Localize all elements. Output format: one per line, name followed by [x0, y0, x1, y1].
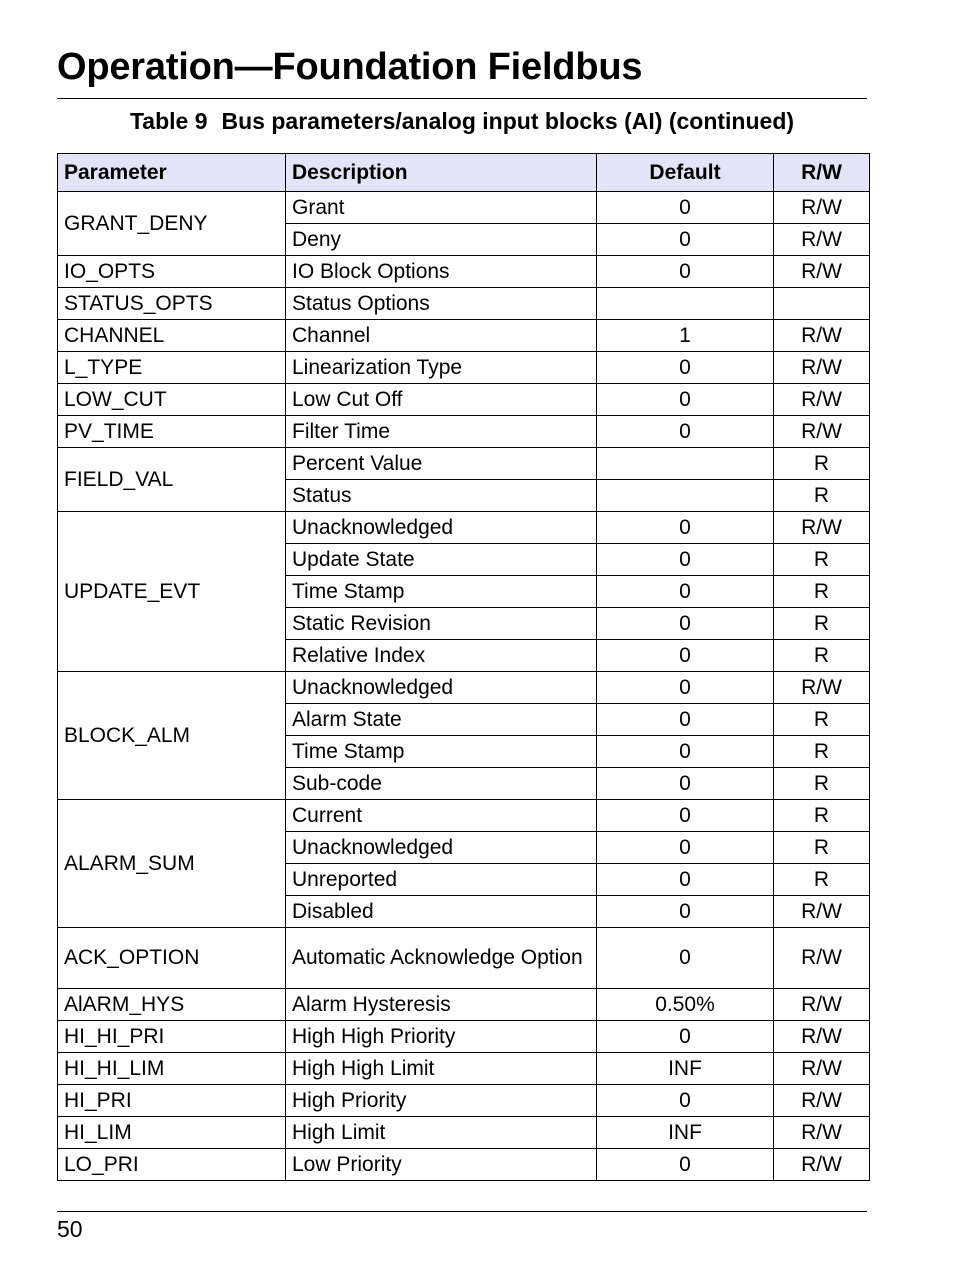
parameter-cell: HI_HI_LIM [58, 1053, 286, 1085]
description-cell: Filter Time [286, 416, 597, 448]
rw-cell: R/W [774, 384, 870, 416]
parameter-cell: ALARM_SUM [58, 800, 286, 928]
default-cell: 0 [597, 768, 774, 800]
title-divider [57, 98, 867, 99]
parameter-cell: LOW_CUT [58, 384, 286, 416]
rw-cell: R/W [774, 352, 870, 384]
table-row [58, 1149, 870, 1181]
table-row [58, 672, 870, 704]
rw-cell: R [774, 800, 870, 832]
rw-cell: R [774, 640, 870, 672]
default-cell: INF [597, 1117, 774, 1149]
rw-cell: R [774, 608, 870, 640]
table-row [58, 192, 870, 224]
rw-cell: R/W [774, 224, 870, 256]
table-caption [57, 108, 867, 135]
parameters-table [57, 153, 870, 1181]
description-cell: Channel [286, 320, 597, 352]
parameter-cell: STATUS_OPTS [58, 288, 286, 320]
rw-cell: R/W [774, 989, 870, 1021]
rw-cell: R/W [774, 896, 870, 928]
default-cell: 0 [597, 928, 774, 989]
column-header-rw: R/W [774, 154, 870, 192]
default-cell: 0 [597, 512, 774, 544]
table-row [58, 288, 870, 320]
table-row [58, 1021, 870, 1053]
table-row [58, 416, 870, 448]
page-number: 50 [57, 1216, 83, 1242]
column-header-description: Description [286, 154, 597, 192]
table-body [58, 192, 870, 1181]
table-row [58, 989, 870, 1021]
default-cell: 0 [597, 352, 774, 384]
description-cell: Unacknowledged [286, 512, 597, 544]
description-cell: IO Block Options [286, 256, 597, 288]
rw-cell: R/W [774, 256, 870, 288]
rw-cell: R/W [774, 416, 870, 448]
table-row [58, 352, 870, 384]
rw-cell: R [774, 704, 870, 736]
default-cell: 0 [597, 672, 774, 704]
parameter-cell: HI_HI_PRI [58, 1021, 286, 1053]
rw-cell: R/W [774, 672, 870, 704]
table-row [58, 448, 870, 480]
default-cell: 0 [597, 384, 774, 416]
table-header-row [58, 154, 870, 192]
parameter-cell: BLOCK_ALM [58, 672, 286, 800]
table-row [58, 256, 870, 288]
default-cell: 0 [597, 640, 774, 672]
description-cell: Disabled [286, 896, 597, 928]
description-cell: Time Stamp [286, 736, 597, 768]
description-cell: Linearization Type [286, 352, 597, 384]
default-cell [597, 288, 774, 320]
default-cell: 0 [597, 416, 774, 448]
default-cell: 0 [597, 544, 774, 576]
rw-cell: R/W [774, 192, 870, 224]
table-row [58, 384, 870, 416]
default-cell: 0 [597, 1085, 774, 1117]
default-cell: 0 [597, 608, 774, 640]
default-cell: 0 [597, 832, 774, 864]
description-cell: Automatic Acknowledge Option [286, 928, 597, 989]
rw-cell: R/W [774, 320, 870, 352]
parameter-cell: UPDATE_EVT [58, 512, 286, 672]
rw-cell: R [774, 576, 870, 608]
rw-cell: R/W [774, 928, 870, 989]
description-cell: Update State [286, 544, 597, 576]
rw-cell: R/W [774, 1117, 870, 1149]
rw-cell: R [774, 832, 870, 864]
description-cell: Status [286, 480, 597, 512]
description-cell: High Priority [286, 1085, 597, 1117]
table-row [58, 1053, 870, 1085]
description-cell: Alarm Hysteresis [286, 989, 597, 1021]
description-cell: Status Options [286, 288, 597, 320]
rw-cell: R [774, 480, 870, 512]
parameter-cell: FIELD_VAL [58, 448, 286, 512]
table-row [58, 320, 870, 352]
default-cell: 0 [597, 224, 774, 256]
rw-cell: R [774, 736, 870, 768]
parameter-cell: GRANT_DENY [58, 192, 286, 256]
description-cell: Current [286, 800, 597, 832]
default-cell [597, 448, 774, 480]
table-caption-text: Bus parameters/analog input blocks (AI) (continued) [221, 108, 795, 134]
rw-cell [774, 288, 870, 320]
rw-cell: R/W [774, 1053, 870, 1085]
default-cell: 0 [597, 576, 774, 608]
table-row [58, 1085, 870, 1117]
description-cell: High High Limit [286, 1053, 597, 1085]
rw-cell: R/W [774, 1149, 870, 1181]
description-cell: Unacknowledged [286, 672, 597, 704]
description-cell: Grant [286, 192, 597, 224]
page-title: Operation—Foundation Fieldbus [57, 46, 643, 88]
description-cell: High High Priority [286, 1021, 597, 1053]
default-cell: 0 [597, 896, 774, 928]
description-cell: Deny [286, 224, 597, 256]
default-cell: 0 [597, 192, 774, 224]
default-cell: INF [597, 1053, 774, 1085]
default-cell: 0.50% [597, 989, 774, 1021]
column-header-parameter: Parameter [58, 154, 286, 192]
rw-cell: R [774, 864, 870, 896]
description-cell: Low Cut Off [286, 384, 597, 416]
description-cell: Low Priority [286, 1149, 597, 1181]
description-cell: Time Stamp [286, 576, 597, 608]
description-cell: Sub-code [286, 768, 597, 800]
default-cell: 0 [597, 800, 774, 832]
table-row [58, 800, 870, 832]
parameter-cell: CHANNEL [58, 320, 286, 352]
column-header-default: Default [597, 154, 774, 192]
description-cell: High Limit [286, 1117, 597, 1149]
description-cell: Alarm State [286, 704, 597, 736]
table-row [58, 928, 870, 989]
default-cell: 1 [597, 320, 774, 352]
default-cell: 0 [597, 704, 774, 736]
parameter-cell: PV_TIME [58, 416, 286, 448]
default-cell: 0 [597, 736, 774, 768]
table-row [58, 512, 870, 544]
default-cell: 0 [597, 864, 774, 896]
description-cell: Percent Value [286, 448, 597, 480]
default-cell [597, 480, 774, 512]
rw-cell: R/W [774, 1085, 870, 1117]
description-cell: Unacknowledged [286, 832, 597, 864]
rw-cell: R [774, 768, 870, 800]
rw-cell: R [774, 544, 870, 576]
table-row [58, 1117, 870, 1149]
rw-cell: R/W [774, 1021, 870, 1053]
parameter-cell: ACK_OPTION [58, 928, 286, 989]
parameter-cell: AlARM_HYS [58, 989, 286, 1021]
default-cell: 0 [597, 1021, 774, 1053]
parameter-cell: HI_LIM [58, 1117, 286, 1149]
description-cell: Unreported [286, 864, 597, 896]
parameter-cell: LO_PRI [58, 1149, 286, 1181]
default-cell: 0 [597, 256, 774, 288]
rw-cell: R [774, 448, 870, 480]
parameter-cell: IO_OPTS [58, 256, 286, 288]
parameter-cell: HI_PRI [58, 1085, 286, 1117]
rw-cell: R/W [774, 512, 870, 544]
footer-divider [57, 1211, 867, 1212]
description-cell: Static Revision [286, 608, 597, 640]
default-cell: 0 [597, 1149, 774, 1181]
table-caption-label: Table 9 [129, 108, 208, 134]
description-cell: Relative Index [286, 640, 597, 672]
parameter-cell: L_TYPE [58, 352, 286, 384]
